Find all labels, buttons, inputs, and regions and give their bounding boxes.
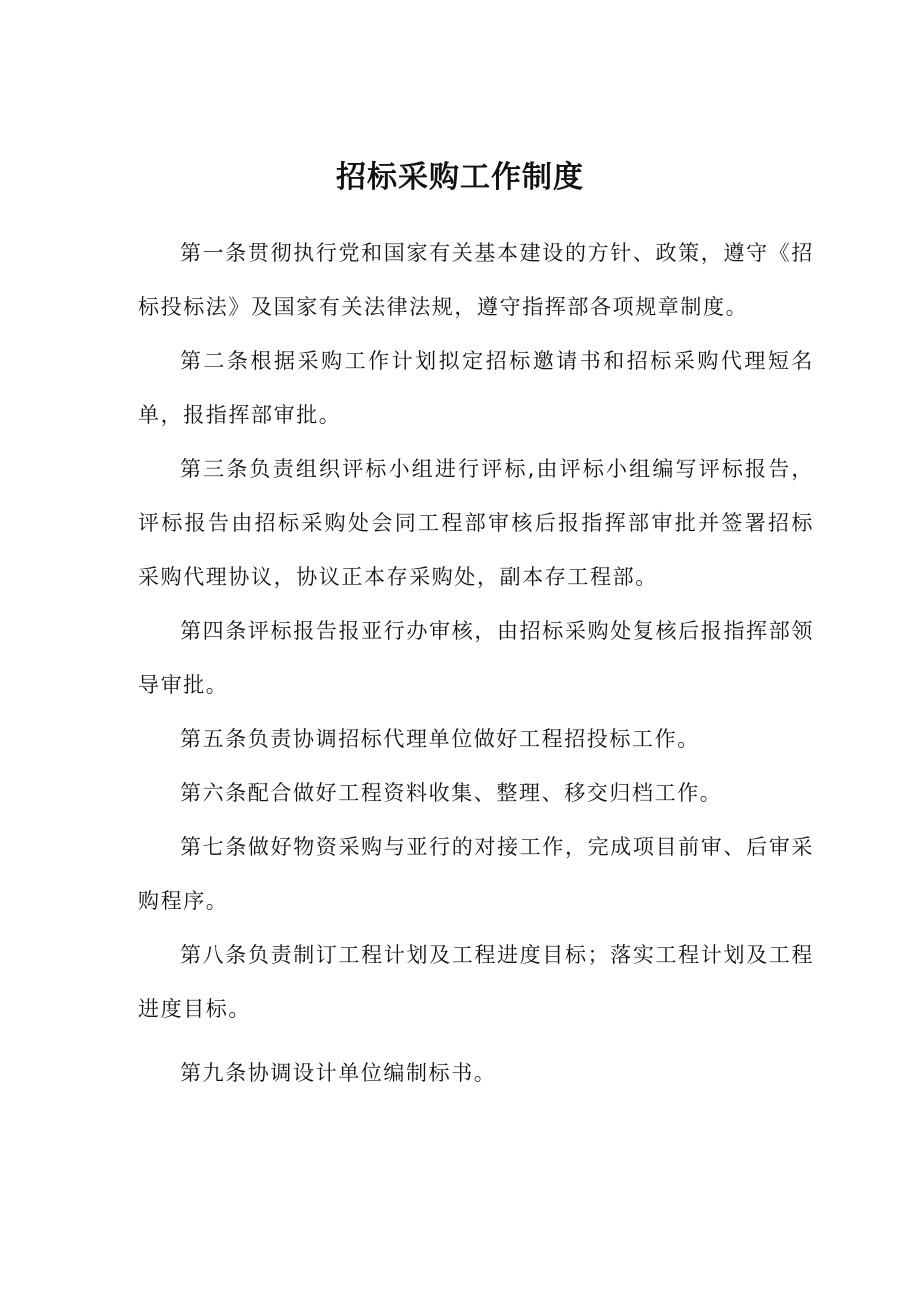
article-5: 第五条负责协调招标代理单位做好工程招投标工作。 [180, 727, 700, 751]
article-4: 第四条评标报告报亚行办审核，由招标采购处复核后报指挥部领导审批。 [138, 619, 814, 697]
article-1: 第一条贯彻执行党和国家有关基本建设的方针、政策，遵守《招标投标法》及国家有关法律法规，遵守指挥部各项规章制度。 [138, 241, 814, 319]
article-8: 第八条负责制订工程计划及工程进度目标；落实工程计划及工程进度目标。 [138, 943, 814, 1021]
article-9: 第九条协调设计单位编制标书。 [180, 1061, 497, 1085]
document-title: 招标采购工作制度 [336, 160, 584, 196]
article-3: 第三条负责组织评标小组进行评标,由评标小组编写评标报告，评标报告由招标采购处会同工程部审核后报指挥部审批并签署招标采购代理协议，协议正本存采购处，副本存工程部。 [138, 457, 814, 589]
article-7: 第七条做好物资采购与亚行的对接工作，完成项目前审、后审采购程序。 [138, 835, 814, 913]
article-2: 第二条根据采购工作计划拟定招标邀请书和招标采购代理短名单，报指挥部审批。 [138, 349, 814, 427]
document-body [138, 226, 814, 1100]
article-6: 第六条配合做好工程资料收集、整理、移交归档工作。 [180, 781, 723, 805]
